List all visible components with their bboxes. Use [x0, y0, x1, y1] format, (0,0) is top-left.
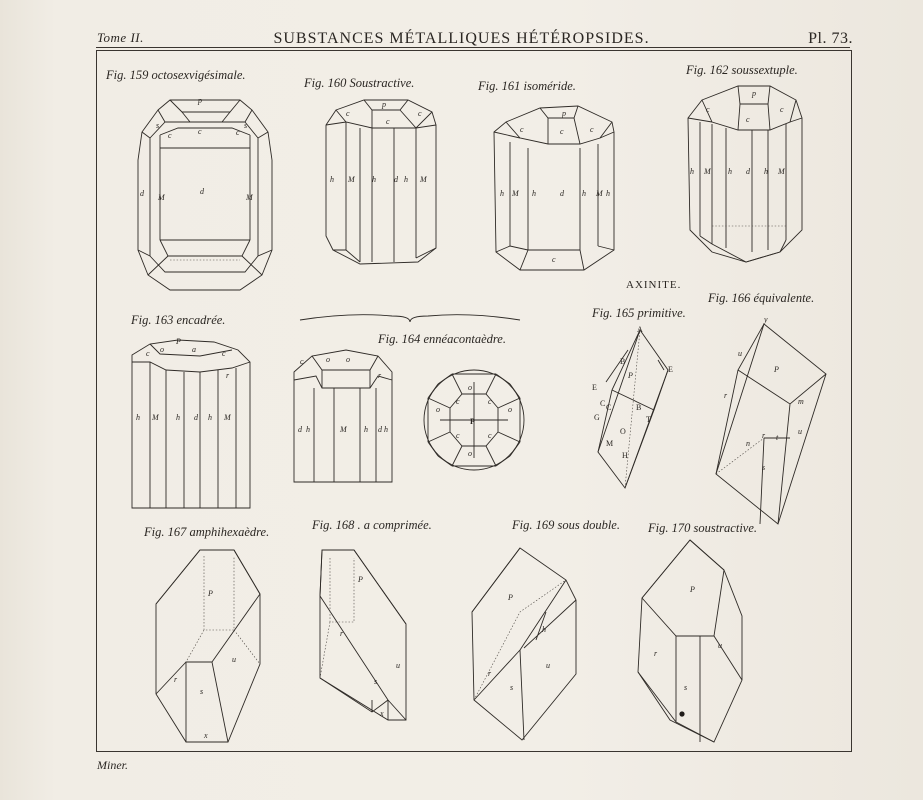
svg-text:P: P	[508, 593, 513, 602]
svg-text:h: h	[330, 175, 334, 184]
svg-text:s: s	[374, 677, 378, 686]
svg-text:r: r	[724, 391, 728, 400]
svg-text:c: c	[560, 127, 564, 136]
svg-text:M: M	[152, 413, 159, 422]
svg-text:E: E	[592, 383, 597, 392]
svg-text:h: h	[582, 189, 586, 198]
svg-text:c: c	[488, 397, 492, 406]
svg-text:P: P	[176, 337, 181, 346]
svg-text:M: M	[246, 193, 253, 202]
svg-text:c: c	[168, 131, 172, 140]
svg-text:h: h	[764, 167, 768, 176]
caption-fig165: Fig. 165 primitive.	[592, 306, 686, 320]
svg-text:d: d	[560, 189, 564, 198]
svg-text:r: r	[762, 431, 766, 440]
svg-text:h: h	[728, 167, 732, 176]
svg-text:h: h	[208, 413, 212, 422]
svg-text:C: C	[600, 399, 606, 408]
svg-text:M: M	[512, 189, 519, 198]
crystal-fig164b	[424, 370, 524, 470]
svg-text:c: c	[222, 349, 226, 358]
svg-text:s: s	[762, 463, 766, 472]
engraver-note: Miner.	[97, 758, 128, 772]
svg-text:c: c	[418, 109, 422, 118]
svg-text:p: p	[198, 96, 202, 105]
svg-text:T: T	[646, 415, 651, 424]
svg-text:d: d	[298, 425, 302, 434]
svg-text:h: h	[372, 175, 376, 184]
svg-text:r: r	[226, 371, 230, 380]
svg-text:P: P	[690, 585, 695, 594]
svg-text:d: d	[194, 413, 198, 422]
svg-text:P: P	[774, 365, 779, 374]
svg-text:h: h	[606, 189, 610, 198]
caption-fig160: Fig. 160 Soustractive.	[304, 76, 415, 90]
svg-text:h: h	[690, 167, 694, 176]
svg-text:M: M	[420, 175, 427, 184]
caption-fig168: Fig. 168 . a comprimée.	[312, 518, 432, 532]
svg-text:h: h	[542, 625, 546, 634]
crystal-fig159	[138, 96, 272, 290]
svg-text:A: A	[637, 325, 643, 334]
svg-text:h: h	[364, 425, 368, 434]
svg-text:c: c	[346, 109, 350, 118]
svg-text:c: c	[236, 128, 240, 137]
svg-text:o: o	[468, 383, 472, 392]
svg-text:c: c	[706, 105, 710, 114]
svg-text:P: P	[208, 589, 213, 598]
svg-text:c: c	[780, 105, 784, 114]
svg-text:o: o	[468, 449, 472, 458]
svg-text:r: r	[654, 649, 658, 658]
svg-text:s: s	[244, 121, 248, 130]
caption-fig159: Fig. 159 octosexvigésimale.	[106, 68, 246, 82]
svg-text:M: M	[596, 189, 603, 198]
svg-text:d: d	[140, 189, 144, 198]
svg-text:u: u	[546, 661, 550, 670]
svg-text:h: h	[136, 413, 140, 422]
svg-text:h: h	[532, 189, 536, 198]
svg-text:M: M	[340, 425, 347, 434]
caption-fig167: Fig. 167 amphihexaèdre.	[144, 525, 270, 539]
svg-text:M: M	[348, 175, 355, 184]
crystal-fig164a	[294, 350, 392, 482]
svg-text:c: c	[520, 125, 524, 134]
svg-text:H: H	[622, 451, 628, 460]
svg-text:d: d	[394, 175, 398, 184]
svg-text:c: c	[456, 431, 460, 440]
svg-text:o: o	[160, 345, 164, 354]
svg-text:s: s	[200, 687, 204, 696]
caption-fig164: Fig. 164 ennéacontaèdre.	[378, 332, 506, 346]
svg-text:P: P	[358, 575, 363, 584]
svg-text:a: a	[192, 345, 196, 354]
svg-text:p: p	[752, 89, 756, 98]
crystal-fig168	[320, 550, 406, 720]
svg-text:m: m	[798, 397, 804, 406]
grouping-brace	[300, 315, 520, 322]
svg-text:o: o	[346, 355, 350, 364]
svg-text:u: u	[738, 349, 742, 358]
svg-text:c: c	[590, 125, 594, 134]
svg-text:p: p	[562, 109, 566, 118]
svg-text:M: M	[778, 167, 785, 176]
svg-text:M: M	[704, 167, 711, 176]
svg-text:h: h	[176, 413, 180, 422]
svg-text:o: o	[436, 405, 440, 414]
crystal-fig165	[592, 325, 673, 488]
svg-text:P: P	[470, 417, 475, 426]
svg-text:O: O	[620, 427, 626, 436]
svg-text:M: M	[606, 439, 614, 448]
crystal-fig166	[716, 315, 826, 524]
volume-label: Tome II.	[97, 30, 144, 45]
svg-text:M: M	[158, 193, 165, 202]
svg-text:c: c	[198, 127, 202, 136]
svg-text:c: c	[746, 115, 750, 124]
svg-text:s: s	[510, 683, 514, 692]
caption-fig169: Fig. 169 sous double.	[512, 518, 620, 532]
crystal-fig170	[638, 540, 742, 742]
caption-fig166: Fig. 166 équivalente.	[708, 291, 815, 305]
svg-text:B: B	[620, 357, 626, 366]
svg-text:d: d	[746, 167, 750, 176]
svg-text:c: c	[552, 255, 556, 264]
svg-text:h: h	[500, 189, 504, 198]
svg-text:P: P	[628, 371, 633, 380]
caption-fig170: Fig. 170 soustractive.	[648, 521, 758, 535]
svg-text:s: s	[684, 683, 688, 692]
svg-text:t: t	[776, 433, 779, 442]
svg-text:M: M	[224, 413, 231, 422]
svg-text:B: B	[636, 403, 642, 412]
svg-text:d: d	[378, 425, 382, 434]
svg-text:u: u	[718, 641, 722, 650]
svg-text:n: n	[746, 439, 750, 448]
svg-text:E: E	[668, 365, 673, 374]
svg-text:p: p	[382, 100, 386, 109]
svg-text:o: o	[326, 355, 330, 364]
crystal-fig160	[326, 100, 436, 264]
svg-text:y: y	[764, 315, 768, 324]
svg-text:C: C	[606, 403, 612, 412]
svg-text:c: c	[456, 397, 460, 406]
crystal-fig163	[132, 337, 250, 508]
caption-fig163: Fig. 163 encadrée.	[131, 313, 226, 327]
svg-text:u: u	[232, 655, 236, 664]
crystal-fig167	[156, 550, 260, 742]
caption-fig161: Fig. 161 isoméride.	[478, 79, 576, 93]
svg-text:r: r	[340, 629, 344, 638]
inclusion-dot	[679, 711, 684, 716]
svg-text:h: h	[306, 425, 310, 434]
svg-text:r: r	[174, 675, 178, 684]
svg-text:x: x	[204, 731, 208, 740]
svg-text:h: h	[384, 425, 388, 434]
svg-text:c: c	[488, 431, 492, 440]
plate-number: Pl. 73.	[808, 30, 853, 47]
svg-text:s: s	[156, 121, 160, 130]
crystal-fig169	[472, 548, 576, 740]
plate-title: SUBSTANCES MÉTALLIQUES HÉTÉROPSIDES.	[273, 30, 650, 47]
svg-text:r: r	[488, 669, 492, 678]
svg-text:G: G	[594, 413, 600, 422]
svg-text:c: c	[386, 117, 390, 126]
crystal-fig161	[494, 106, 614, 270]
svg-text:x: x	[380, 709, 384, 718]
svg-text:h: h	[404, 175, 408, 184]
svg-text:c: c	[300, 357, 304, 366]
caption-fig162: Fig. 162 soussextuple.	[686, 63, 798, 77]
svg-text:u: u	[798, 427, 802, 436]
crystal-fig162	[688, 86, 802, 262]
caption-axinite: AXINITE.	[626, 279, 682, 291]
svg-text:d: d	[200, 187, 204, 196]
svg-text:c: c	[146, 349, 150, 358]
svg-text:o: o	[508, 405, 512, 414]
svg-text:u: u	[396, 661, 400, 670]
svg-text:r: r	[378, 371, 382, 380]
